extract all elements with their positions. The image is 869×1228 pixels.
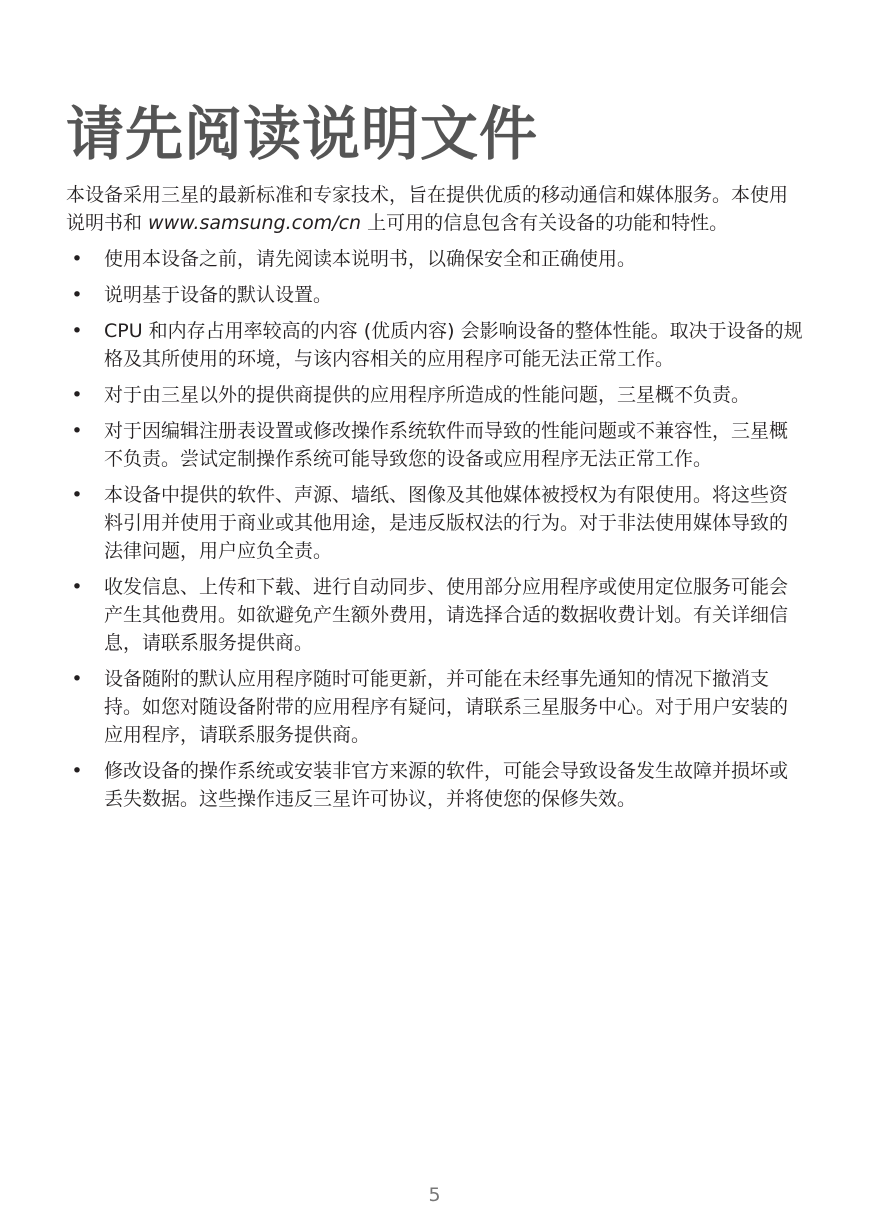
- bullet-icon: •: [71, 384, 83, 406]
- list-item: [66, 245, 806, 273]
- list-item: [66, 281, 806, 309]
- page-number: 5: [428, 1184, 441, 1206]
- list-item-text: 对于由三星以外的提供商提供的应用程序所造成的性能问题，三星概不负责。: [104, 384, 751, 406]
- page-title: 请先阅读说明文件: [66, 100, 539, 168]
- intro-text-before-url: 本设备采用三星的最新标准和专家技术，旨在提供优质的移动通信和媒体服务。本使用说明书和: [66, 184, 789, 234]
- list-item-text: 对于因编辑注册表设置或修改操作系统软件而导致的性能问题或不兼容性，三星概不负责。尝试定制操作系统可能导致您的设备或应用程序无法正常工作。: [104, 420, 789, 470]
- intro-text-after-url: 上可用的信息包含有关设备的功能和特性。: [361, 212, 729, 234]
- list-item: [66, 381, 806, 409]
- list-item-text: 设备随附的默认应用程序随时可能更新，并可能在未经事先通知的情况下撤消支持。如您对随设备附带的应用程序有疑问，请联系三星服务中心。对于用户安装的应用程序，请联系服务提供商。: [104, 668, 789, 746]
- bullet-icon: •: [71, 668, 83, 690]
- samsung-url-link[interactable]: www.samsung.com/cn: [148, 212, 362, 234]
- list-item: [66, 665, 806, 749]
- list-item-text: 本设备中提供的软件、声源、墙纸、图像及其他媒体被授权为有限使用。将这些资料引用并使用于商业或其他用途，是违反版权法的行为。对于非法使用媒体导致的法律问题，用户应负全责。: [104, 484, 789, 562]
- list-item-text: CPU 和内存占用率较高的内容 (优质内容) 会影响设备的整体性能。取决于设备的规格及其所使用的环境，与该内容相关的应用程序可能无法正常工作。: [104, 320, 803, 370]
- list-item: [66, 573, 806, 657]
- intro-paragraph: [66, 181, 806, 237]
- list-item-text: 使用本设备之前，请先阅读本说明书，以确保安全和正确使用。: [104, 248, 637, 270]
- notice-bullet-list: [66, 245, 806, 821]
- list-item-text: 说明基于设备的默认设置。: [104, 284, 333, 306]
- bullet-icon: •: [71, 484, 83, 506]
- bullet-icon: •: [71, 576, 83, 598]
- list-item-text: 收发信息、上传和下载、进行自动同步、使用部分应用程序或使用定位服务可能会产生其他费用。如欲避免产生额外费用，请选择合适的数据收费计划。有关详细信息，请联系服务提供商。: [104, 576, 789, 654]
- list-item: [66, 481, 806, 565]
- bullet-icon: •: [71, 248, 83, 270]
- bullet-icon: •: [71, 284, 83, 306]
- bullet-icon: •: [71, 760, 83, 782]
- bullet-icon: •: [71, 420, 83, 442]
- bullet-icon: •: [71, 320, 83, 342]
- list-item: [66, 417, 806, 473]
- list-item: [66, 317, 806, 373]
- list-item-text: 修改设备的操作系统或安装非官方来源的软件，可能会导致设备发生故障并损坏或丢失数据。这些操作违反三星许可协议，并将使您的保修失效。: [104, 760, 789, 810]
- list-item: [66, 757, 806, 813]
